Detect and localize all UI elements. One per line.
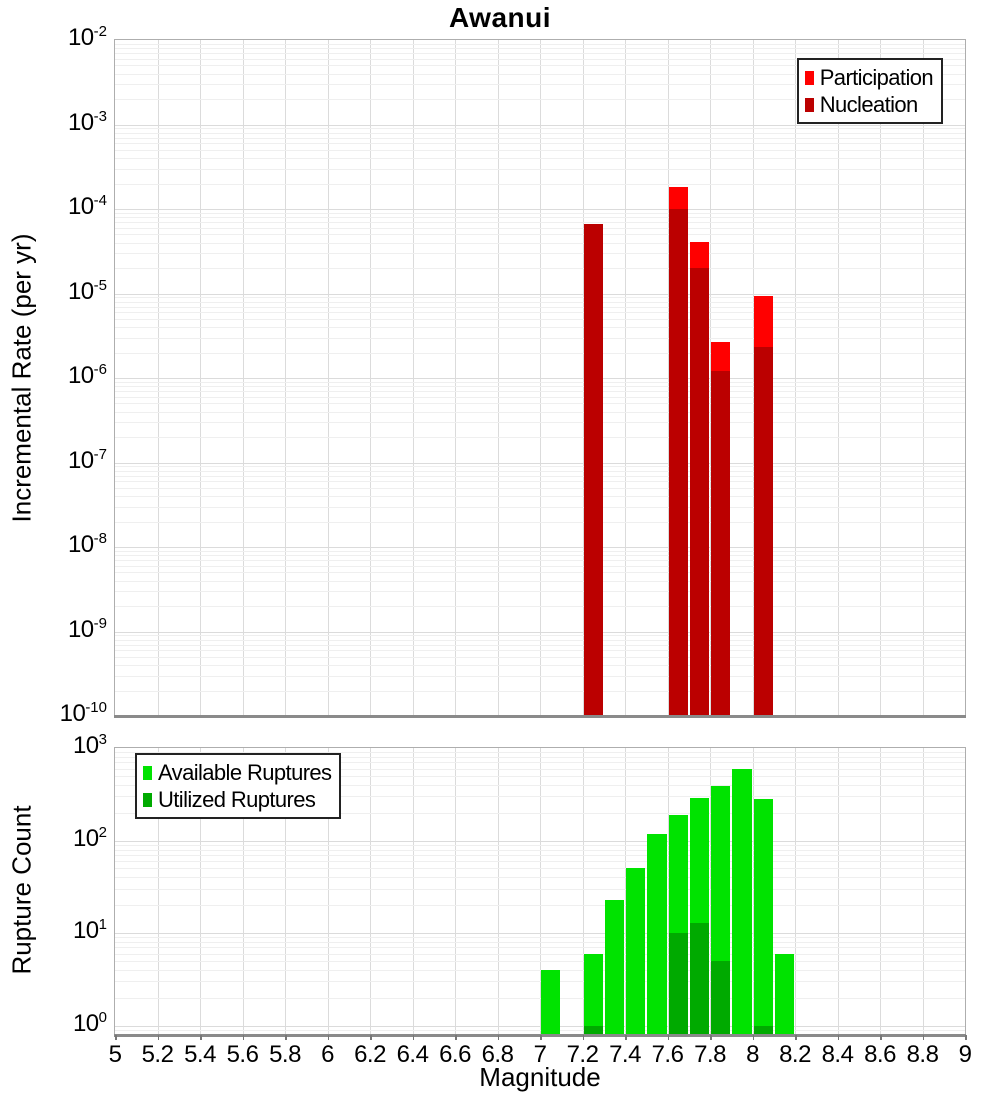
x-tick-mark bbox=[243, 1035, 245, 1040]
x-axis-title: Magnitude bbox=[479, 1062, 601, 1092]
x-tick-label-8: 8 bbox=[746, 1041, 759, 1068]
x-tick-label-8.4: 8.4 bbox=[821, 1041, 854, 1068]
x-tick-label-7.4: 7.4 bbox=[609, 1041, 641, 1068]
y-tick-label-10e-3: $10^{-3}$ bbox=[67, 107, 107, 136]
rate-y-axis-title: Incremental Rate (per yr) bbox=[6, 233, 37, 523]
rate-legend bbox=[797, 58, 943, 124]
y-tick-label-10e1: $10^1$ bbox=[72, 916, 107, 944]
x-tick-mark bbox=[115, 1035, 117, 1040]
x-tick-label-5.2: 5.2 bbox=[141, 1041, 174, 1068]
x-tick-mark bbox=[923, 1035, 925, 1040]
x-tick-mark bbox=[668, 1035, 670, 1040]
x-tick-label-6.6: 6.6 bbox=[439, 1041, 471, 1068]
participation-legend-label: Participation bbox=[819, 64, 933, 90]
available-ruptures-legend-label: Available Ruptures bbox=[158, 759, 332, 785]
y-tick-label-10e-7: $10^{-7}$ bbox=[67, 445, 107, 474]
x-tick-mark bbox=[583, 1035, 585, 1040]
y-tick-label-10e-2: $10^{-2}$ bbox=[67, 23, 107, 51]
available-ruptures-swatch bbox=[143, 766, 152, 780]
y-tick-label-10e3: $10^3$ bbox=[72, 731, 107, 759]
nucleation-legend-label: Nucleation bbox=[819, 91, 918, 117]
utilized-ruptures-swatch bbox=[143, 793, 152, 807]
y-tick-label-10e-9: $10^{-9}$ bbox=[67, 614, 107, 643]
x-tick-mark bbox=[455, 1035, 457, 1040]
x-tick-mark bbox=[413, 1035, 415, 1040]
y-tick-label-10e-4: $10^{-4}$ bbox=[67, 192, 107, 220]
y-tick-label-10e-6: $10^{-6}$ bbox=[67, 361, 107, 389]
y-tick-label-10e-8: $10^{-8}$ bbox=[67, 530, 107, 558]
x-tick-label-6.2: 6.2 bbox=[354, 1041, 386, 1068]
y-tick-label-10e-5: $10^{-5}$ bbox=[67, 276, 107, 305]
x-tick-mark bbox=[795, 1035, 797, 1040]
x-tick-label-6.8: 6.8 bbox=[481, 1041, 514, 1068]
nucleation-swatch bbox=[805, 98, 814, 112]
x-tick-mark bbox=[838, 1035, 840, 1040]
y-tick-label-10e-10: $10^{-10}$ bbox=[59, 699, 107, 727]
x-tick-label-8.6: 8.6 bbox=[864, 1041, 896, 1068]
count-y-axis-title: Rupture Count bbox=[6, 805, 37, 975]
x-tick-mark bbox=[328, 1035, 330, 1040]
x-tick-label-7.6: 7.6 bbox=[651, 1041, 684, 1068]
x-tick-label-6: 6 bbox=[321, 1041, 334, 1068]
legend-item-utilized-ruptures bbox=[143, 786, 331, 813]
x-tick-mark bbox=[158, 1035, 160, 1040]
legend-item-nucleation bbox=[805, 91, 933, 118]
x-tick-label-7: 7 bbox=[533, 1041, 547, 1068]
x-tick-mark bbox=[498, 1035, 500, 1040]
x-tick-mark bbox=[540, 1035, 542, 1040]
x-tick-label-5.4: 5.4 bbox=[184, 1041, 216, 1068]
chart-title: Awanui bbox=[448, 2, 552, 33]
x-tick-label-6.4: 6.4 bbox=[396, 1041, 429, 1068]
x-tick-label-5: 5 bbox=[108, 1041, 122, 1068]
x-tick-mark bbox=[965, 1035, 967, 1040]
x-tick-mark bbox=[710, 1035, 712, 1040]
x-tick-mark bbox=[285, 1035, 287, 1040]
x-tick-label-8.8: 8.8 bbox=[906, 1041, 939, 1068]
x-tick-mark bbox=[200, 1035, 202, 1040]
utilized-ruptures-legend-label: Utilized Ruptures bbox=[158, 786, 316, 812]
count-legend bbox=[135, 753, 341, 819]
x-tick-label-7.2: 7.2 bbox=[566, 1041, 599, 1068]
x-tick-label-9: 9 bbox=[958, 1041, 972, 1068]
y-tick-label-10e2: $10^2$ bbox=[72, 823, 107, 852]
x-tick-mark bbox=[753, 1035, 755, 1040]
legend-item-available-ruptures bbox=[143, 759, 331, 786]
x-tick-mark bbox=[880, 1035, 882, 1040]
participation-swatch bbox=[805, 71, 814, 85]
x-tick-label-8.2: 8.2 bbox=[779, 1041, 811, 1068]
x-tick-label-7.8: 7.8 bbox=[694, 1041, 726, 1068]
y-tick-label-10e0: $10^0$ bbox=[72, 1008, 107, 1037]
x-tick-mark bbox=[370, 1035, 372, 1040]
x-tick-label-5.6: 5.6 bbox=[226, 1041, 259, 1068]
x-tick-mark bbox=[625, 1035, 627, 1040]
legend-item-participation bbox=[805, 64, 933, 91]
x-tick-label-5.8: 5.8 bbox=[269, 1041, 301, 1068]
